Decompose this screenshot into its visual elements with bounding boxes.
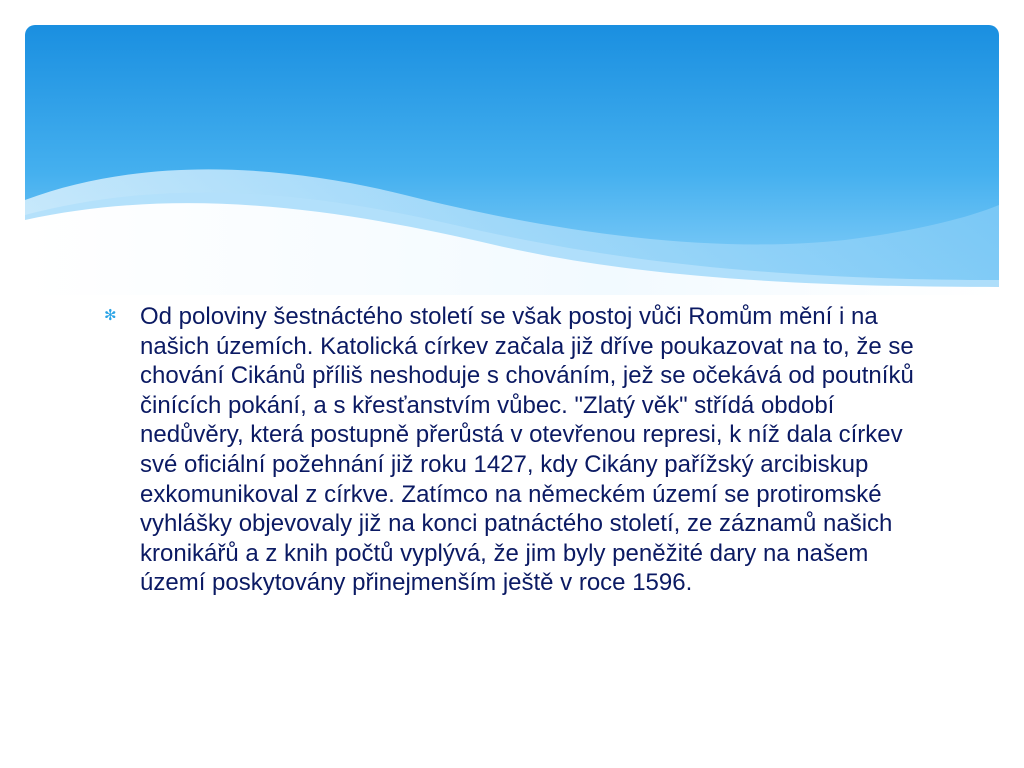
wave-graphic — [25, 25, 999, 295]
header-wave-banner — [25, 25, 999, 295]
bullet-item — [104, 302, 934, 598]
asterisk-bullet-icon: ✻ — [104, 306, 117, 324]
bullet-text: Od poloviny šestnáctého století se však postoj vůči Romům mění i na našich územích. Katolická církev začala již dříve poukazovat na to, že se chování Cikánů příliš neshoduje s chováním, jež se očekává od poutníků činících pokání, a s křesťanstvím vůbec. "Zlatý věk" střídá období nedůvěry, která postupně přerůstá v otevřenou represi, k níž dala církev své oficiální požehnání již roku 1427, kdy Cikány pařížský arcibiskup exkomunikoval z církve. Zatímco na německém území se protiromské vyhlášky objevovaly již na konci patnáctého století, ze záznamů našich kronikářů a z knih počtů vyplývá, že jim byly peněžité dary na našem území poskytovány přinejmenším ještě v roce 1596. — [140, 303, 914, 597]
content-area — [104, 302, 934, 598]
